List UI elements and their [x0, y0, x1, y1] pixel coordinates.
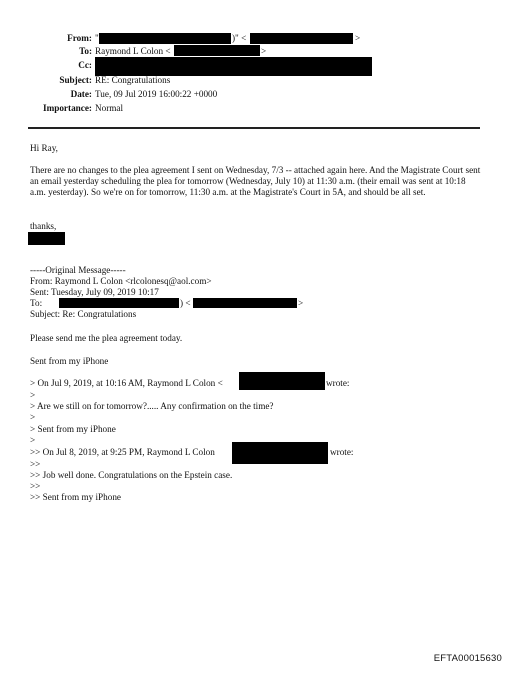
quote-marker: >: [30, 435, 36, 445]
signature-line: Sent from my iPhone: [30, 356, 109, 366]
greeting: Hi Ray,: [30, 143, 58, 153]
redaction-box: [95, 57, 372, 76]
quote-header-1-wrote: wrote:: [326, 378, 350, 388]
nested-quote-marker: >>: [30, 481, 41, 491]
original-subject: Subject: Re: Congratulations: [30, 309, 137, 319]
original-from: From: Raymond L Colon <rlcolonesq@aol.com>: [30, 276, 212, 286]
redaction-box: [174, 45, 260, 56]
redaction-box: [28, 232, 65, 245]
header-divider: [28, 127, 480, 129]
quote-question: > Are we still on for tomorrow?..... Any confirmation on the time?: [30, 401, 274, 411]
original-to-end: >: [298, 298, 304, 308]
quote-signature: > Sent from my iPhone: [30, 424, 116, 434]
from-value-mid: )" <: [232, 33, 247, 43]
nested-quote-text: >> Job well done. Congratulations on the Epstein case.: [30, 470, 233, 480]
quote-marker: >: [30, 412, 36, 422]
redaction-box: [99, 33, 231, 44]
document-id: EFTA00015630: [433, 652, 502, 664]
redaction-box: [193, 298, 297, 308]
nested-quote-marker: >>: [30, 459, 41, 469]
original-sent: Sent: Tuesday, July 09, 2019 10:17: [30, 287, 159, 297]
body-paragraph: There are no changes to the plea agreement I sent on Wednesday, 7/3 -- attached again here. And the Magistrate Court sent an email yesterday scheduling the plea for tomorrow (Wednesday, July 10) at 11:30 a.m. (their email was sent at 10:18 a.m. yesterday). So we're on for tomorrow, 11:30 a.m. at the Magistrate's Court in 5A, and should be all set.: [30, 165, 481, 198]
from-value: ": [95, 33, 99, 43]
to-label: To:: [79, 46, 92, 56]
redaction-box: [232, 442, 328, 464]
closing: thanks,: [30, 221, 57, 231]
original-to-label: To:: [30, 298, 43, 308]
from-value-end: >: [355, 33, 361, 43]
to-value-end: >: [261, 46, 267, 56]
quote-header-2: >> On Jul 8, 2019, at 9:25 PM, Raymond L Colon: [30, 447, 215, 457]
redaction-box: [250, 33, 353, 44]
importance-value: Normal: [95, 103, 124, 113]
to-value: Raymond L Colon <: [95, 46, 171, 56]
header-subject-row: [0, 75, 512, 87]
quote-header-1: > On Jul 9, 2019, at 10:16 AM, Raymond L Colon <: [30, 378, 223, 388]
original-to-mid: ) <: [180, 298, 191, 308]
subject-label: Subject:: [59, 75, 92, 85]
quote-marker: >: [30, 390, 36, 400]
original-divider: -----Original Message-----: [30, 265, 126, 275]
request-line: Please send me the plea agreement today.: [30, 333, 183, 343]
redaction-box: [59, 298, 179, 308]
redaction-box: [239, 372, 325, 390]
date-label: Date:: [70, 89, 92, 99]
importance-label: Importance:: [43, 103, 92, 113]
cc-label: Cc:: [78, 60, 92, 70]
subject-value: RE: Congratulations: [95, 75, 171, 85]
quote-header-2-wrote: wrote:: [330, 447, 354, 457]
header-date-row: [0, 89, 512, 101]
date-value: Tue, 09 Jul 2019 16:00:22 +0000: [95, 89, 218, 99]
nested-quote-signature: >> Sent from my iPhone: [30, 492, 122, 502]
from-label: From:: [67, 33, 92, 43]
header-importance-row: [0, 103, 512, 115]
